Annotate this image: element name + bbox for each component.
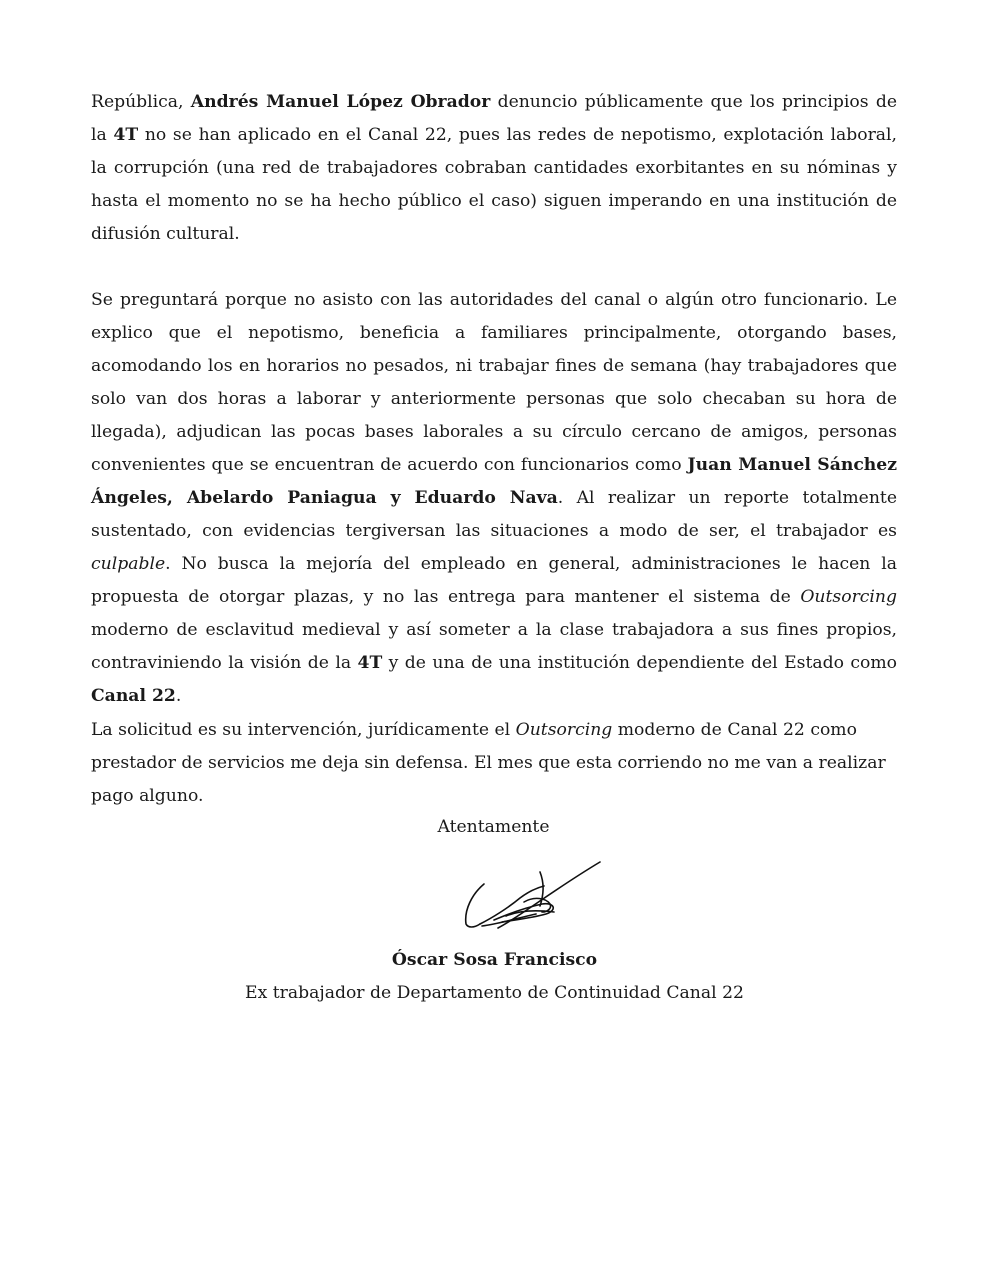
p2-text-2: . Al realizar un reporte totalmente sustentado, con evidencias tergiversan las situaciones a modo de ser, el trabajador es: [91, 488, 897, 541]
p3-italic-outsorcing: Outsorcing: [515, 720, 613, 740]
p1-bold-name: Andrés Manuel López Obrador: [190, 92, 491, 112]
closing-salutation: Atentamente: [437, 817, 550, 837]
p2-italic-outsorcing: Outsorcing: [800, 587, 897, 607]
p1-text-1: República,: [91, 92, 191, 112]
p1-text-2: denuncio públicamente que los principios de la: [91, 92, 897, 145]
signer-role: Ex trabajador de Departamento de Continuidad Canal 22: [245, 983, 744, 1003]
p3-text-2: moderno de Canal 22 como prestador de servicios me deja sin defensa. El mes que esta corriendo no me van a realizar pago alguno.: [91, 720, 886, 806]
p2-text-5: y de una de una institución dependiente del Estado como: [382, 653, 898, 673]
p2-text-4: moderno de esclavitud medieval y así someter a la clase trabajadora a sus fines propios, contraviniendo la visión de la: [91, 620, 897, 673]
p3-text-1: La solicitud es su intervención, jurídicamente el: [91, 720, 516, 740]
p2-bold-4t: 4T: [357, 653, 383, 673]
paragraph-3: [91, 714, 897, 813]
handwritten-signature: [458, 858, 606, 934]
signer-name: Óscar Sosa Francisco: [391, 950, 598, 970]
paragraph-1: [91, 86, 897, 251]
p2-text-6: .: [175, 686, 182, 706]
p1-text-3: no se han aplicado en el Canal 22, pues las redes de nepotismo, explotación laboral, la corrupción (una red de trabajadores cobraban cantidades exorbitantes en su nóminas y hasta el momento no se ha hecho público el caso) siguen imperando en una institución de difusión cultural.: [91, 125, 897, 244]
p2-text-3: . No busca la mejoría del empleado en general, administraciones le hacen la propuesta de otorgar plazas, y no las entrega para mantener el sistema de: [91, 554, 897, 607]
p1-bold-4t: 4T: [113, 125, 139, 145]
p2-text-1: Se preguntará porque no asisto con las autoridades del canal o algún otro funcionario. Le explico que el nepotismo, beneficia a familiares principalmente, otorgando bases, acomodando los en horarios no pesados, ni trabajar fines de semana (hay trabajadores que solo van dos horas a laborar y anteriormente personas que solo checaban su hora de llegada), adjudican las pocas bases laborales a su círculo cercano de amigos, personas convenientes que se encuentran de acuerdo con funcionarios como: [91, 290, 897, 475]
p2-italic-culpable: culpable: [91, 554, 166, 574]
p2-bold-officials: Juan Manuel Sánchez Ángeles, Abelardo Paniagua y Eduardo Nava: [91, 455, 897, 508]
p2-bold-canal22: Canal 22: [91, 686, 176, 706]
paragraph-2: [91, 284, 897, 713]
